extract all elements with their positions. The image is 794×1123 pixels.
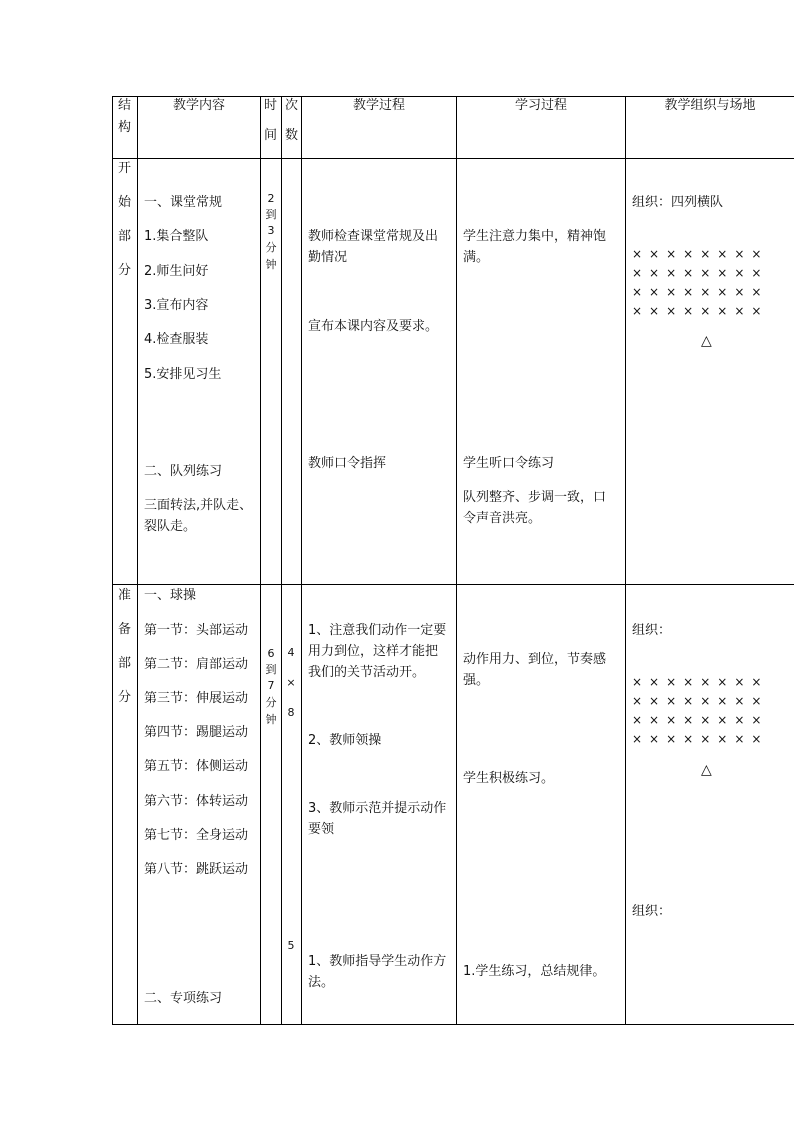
s2-time-1: 6 [267, 647, 275, 660]
s1-time-1: 2 [267, 192, 275, 205]
s1-learn-a1: 学生注意力集中，精神饱 [463, 229, 607, 244]
s2-teach-d2: 法。 [308, 975, 335, 990]
s2-count-4: 5 [287, 939, 295, 952]
s1-item-9: 裂队走。 [144, 519, 197, 534]
header-structure-1: 结 [118, 98, 132, 113]
header-structure-2: 构 [118, 120, 132, 135]
col-border-5 [456, 96, 457, 1025]
s2-teach-b: 2、教师领操 [308, 733, 382, 748]
s1-time-2: 到 [265, 208, 277, 221]
table-top-border [112, 96, 794, 97]
s2-item-6: 第五节：体侧运动 [144, 759, 249, 774]
s1-item-5: 4.检查服装 [144, 332, 209, 347]
s2-part-char-4: 分 [118, 690, 132, 705]
s2-item-3: 第二节：肩部运动 [144, 657, 249, 672]
s1-part-char-3: 部 [118, 229, 132, 244]
s1-teach-b: 宣布本课内容及要求。 [308, 319, 439, 334]
header-learning: 学习过程 [514, 98, 567, 113]
s2-org-label-1: 组织： [632, 623, 672, 638]
s1-teach-c: 教师口令指挥 [308, 456, 387, 471]
col-border-6 [625, 96, 626, 1025]
s2-formation-row-3: ×××××××× [632, 713, 769, 727]
s2-part-char-3: 部 [118, 656, 132, 671]
s2-teacher-triangle-icon: △ [701, 762, 712, 778]
s2-count-3: 8 [287, 706, 295, 719]
s1-item-1: 一、课堂常规 [144, 195, 223, 210]
s2-teach-a3: 我们的关节活动开。 [308, 665, 426, 680]
s1-learn-b: 学生听口令练习 [463, 456, 555, 471]
s2-item-5: 第四节：踢腿运动 [144, 725, 249, 740]
col-border-3 [281, 96, 282, 1025]
s1-formation-row-4: ×××××××× [632, 304, 769, 318]
s1-formation-row-2: ×××××××× [632, 266, 769, 280]
s1-item-2: 1.集合整队 [144, 229, 209, 244]
s2-item-1: 一、球操 [144, 588, 197, 603]
s1-learn-c1: 队列整齐、步调一致，口 [463, 490, 607, 505]
s2-part-char-1: 准 [118, 588, 132, 603]
s2-part-char-2: 备 [118, 622, 132, 637]
s2-teach-d1: 1、教师指导学生动作方 [308, 954, 447, 969]
s1-formation-row-3: ×××××××× [632, 285, 769, 299]
s1-formation-row-1: ×××××××× [632, 247, 769, 261]
s2-teach-c2: 要领 [308, 822, 335, 837]
s2-formation-row-4: ×××××××× [632, 732, 769, 746]
s1-teach-a2: 勤情况 [308, 250, 348, 265]
s1-part-char-1: 开 [118, 161, 132, 176]
header-organization: 教学组织与场地 [664, 98, 756, 113]
col-border-2 [260, 96, 261, 1025]
s2-item-2: 第一节：头部运动 [144, 623, 249, 638]
s1-teach-a1: 教师检查课堂常规及出 [308, 229, 439, 244]
s2-time-5: 钟 [265, 713, 277, 726]
s1-learn-c2: 令声音洪亮。 [463, 511, 542, 526]
header-count-2: 数 [285, 128, 299, 143]
s2-item-9: 第八节：跳跃运动 [144, 862, 249, 877]
s2-org-label-2: 组织： [632, 904, 672, 919]
s1-item-8: 三面转法,并队走、 [144, 498, 253, 513]
col-border-4 [301, 96, 302, 1025]
s2-time-3: 7 [267, 679, 275, 692]
table-bottom-border [112, 1024, 794, 1025]
s1-item-7: 二、队列练习 [144, 464, 223, 479]
s1-time-4: 分 [265, 241, 277, 254]
s2-learn-a2: 强。 [463, 673, 490, 688]
s2-item-10: 二、专项练习 [144, 991, 223, 1006]
s1-part-char-2: 始 [118, 195, 132, 210]
header-time-2: 间 [264, 128, 278, 143]
s2-teach-a1: 1、注意我们动作一定要 [308, 623, 447, 638]
s2-learn-a1: 动作用力、到位，节奏感 [463, 652, 607, 667]
s2-time-2: 到 [265, 663, 277, 676]
col-border-left [112, 96, 113, 1025]
s1-time-5: 钟 [265, 258, 277, 271]
header-content: 教学内容 [172, 98, 225, 113]
s2-learn-c: 1.学生练习，总结规律。 [463, 964, 606, 979]
header-count-1: 次 [285, 98, 299, 113]
s2-teach-c1: 3、教师示范并提示动作 [308, 801, 447, 816]
s1-time-3: 3 [267, 224, 275, 237]
s1-part-char-4: 分 [118, 263, 132, 278]
s2-formation-row-2: ×××××××× [632, 694, 769, 708]
s1-org-label: 组织：四列横队 [632, 195, 724, 210]
col-border-1 [137, 96, 138, 1025]
header-process: 教学过程 [352, 98, 405, 113]
header-bottom-border [112, 158, 794, 159]
s2-count-2: × [286, 676, 296, 689]
s1-teacher-triangle-icon: △ [701, 333, 712, 349]
s2-teach-a2: 用力到位，这样才能把 [308, 644, 439, 659]
s2-item-4: 第三节：伸展运动 [144, 691, 249, 706]
s2-count-1: 4 [287, 646, 295, 659]
header-time-1: 时 [264, 98, 278, 113]
s1-item-3: 2.师生问好 [144, 264, 209, 279]
s2-formation-row-1: ×××××××× [632, 675, 769, 689]
s1-learn-a2: 满。 [463, 250, 490, 265]
s2-item-8: 第七节：全身运动 [144, 828, 249, 843]
s2-item-7: 第六节：体转运动 [144, 794, 249, 809]
section-divider [112, 584, 794, 585]
s1-item-6: 5.安排见习生 [144, 367, 222, 382]
s1-item-4: 3.宣布内容 [144, 298, 209, 313]
s2-learn-b: 学生积极练习。 [463, 771, 555, 786]
s2-time-4: 分 [265, 696, 277, 709]
